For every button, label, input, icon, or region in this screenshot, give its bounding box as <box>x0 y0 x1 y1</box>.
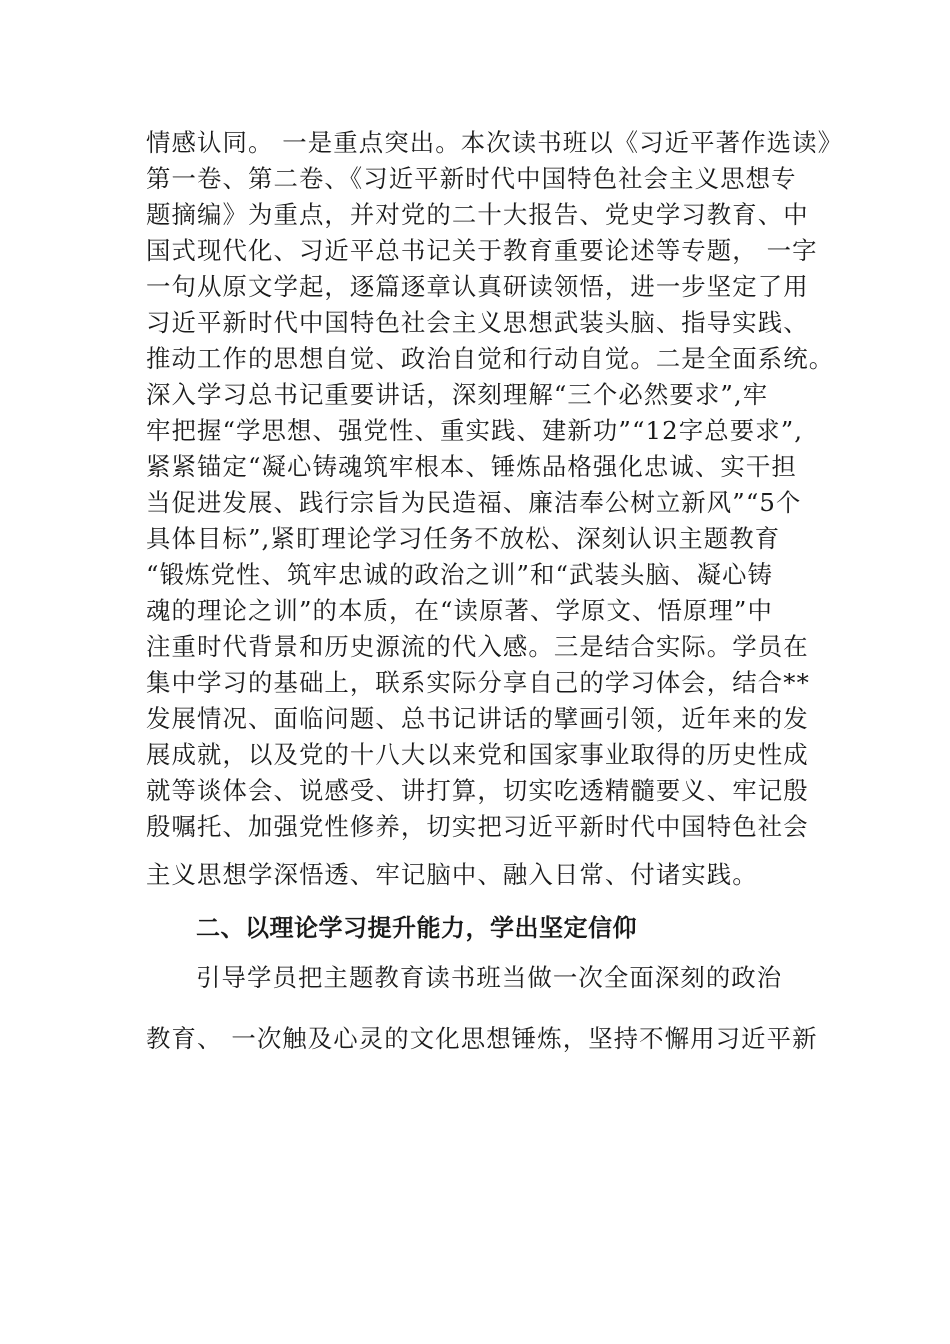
text-line: 魂的理论之训”的本质，在“读原著、学原文、悟原理”中 <box>146 596 773 625</box>
text-line: 注重时代背景和历史源流的代入感。三是结合实际。学员在 <box>146 632 809 661</box>
text-line: 主义思想学深悟透、牢记脑中、融入日常、付诸实践。 <box>146 860 758 889</box>
text-line: “锻炼党性、筑牢忠诚的政治之训”和“武装头脑、凝心铸 <box>146 560 773 589</box>
text-line: 引导学员把主题教育读书班当做一次全面深刻的政治 <box>196 963 783 992</box>
text-line: 紧紧锚定“凝心铸魂筑牢根本、锤炼品格强化忠诚、实干担 <box>146 452 797 481</box>
text-line: 深入学习总书记重要讲话，深刻理解“三个必然要求”,牢 <box>146 380 769 409</box>
text-line: 国式现代化、习近平总书记关于教育重要论述等专题， 一字 <box>146 236 818 265</box>
text-line: 一句从原文学起，逐篇逐章认真研读领悟，进一步坚定了用 <box>146 272 809 301</box>
text-line: 展成就，以及党的十八大以来党和国家事业取得的历史性成 <box>146 740 809 769</box>
text-line: 习近平新时代中国特色社会主义思想武装头脑、指导实践、 <box>146 308 809 337</box>
text-line: 第一卷、第二卷、《习近平新时代中国特色社会主义思想专 <box>146 164 797 193</box>
text-line: 发展情况、面临问题、总书记讲话的擘画引领，近年来的发 <box>146 704 809 733</box>
text-line: 情感认同。 一是重点突出。本次读书班以《习近平著作选读》 <box>146 128 844 157</box>
text-line: 就等谈体会、说感受、讲打算，切实吃透精髓要义、牢记殷 <box>146 776 809 805</box>
text-line: 具体目标”,紧盯理论学习任务不放松、深刻认识主题教育 <box>146 524 781 553</box>
text-line: 殷嘱托、加强党性修养，切实把习近平新时代中国特色社会 <box>146 812 809 841</box>
text-line: 教育、 一次触及心灵的文化思想锤炼，坚持不懈用习近平新 <box>146 1024 818 1053</box>
section-heading: 二、以理论学习提升能力，学出坚定信仰 <box>196 914 637 942</box>
text-line: 当促进发展、践行宗旨为民造福、廉洁奉公树立新风”“5个 <box>146 488 802 517</box>
text-line: 题摘编》为重点，并对党的二十大报告、党史学习教育、中 <box>146 200 809 229</box>
text-line: 推动工作的思想自觉、政治自觉和行动自觉。二是全面系统。 <box>146 344 835 373</box>
text-line: 集中学习的基础上，联系实际分享自己的学习体会，结合** <box>146 668 810 697</box>
text-line: 牢把握“学思想、强党性、重实践、建新功”“12字总要求”, <box>146 416 804 445</box>
